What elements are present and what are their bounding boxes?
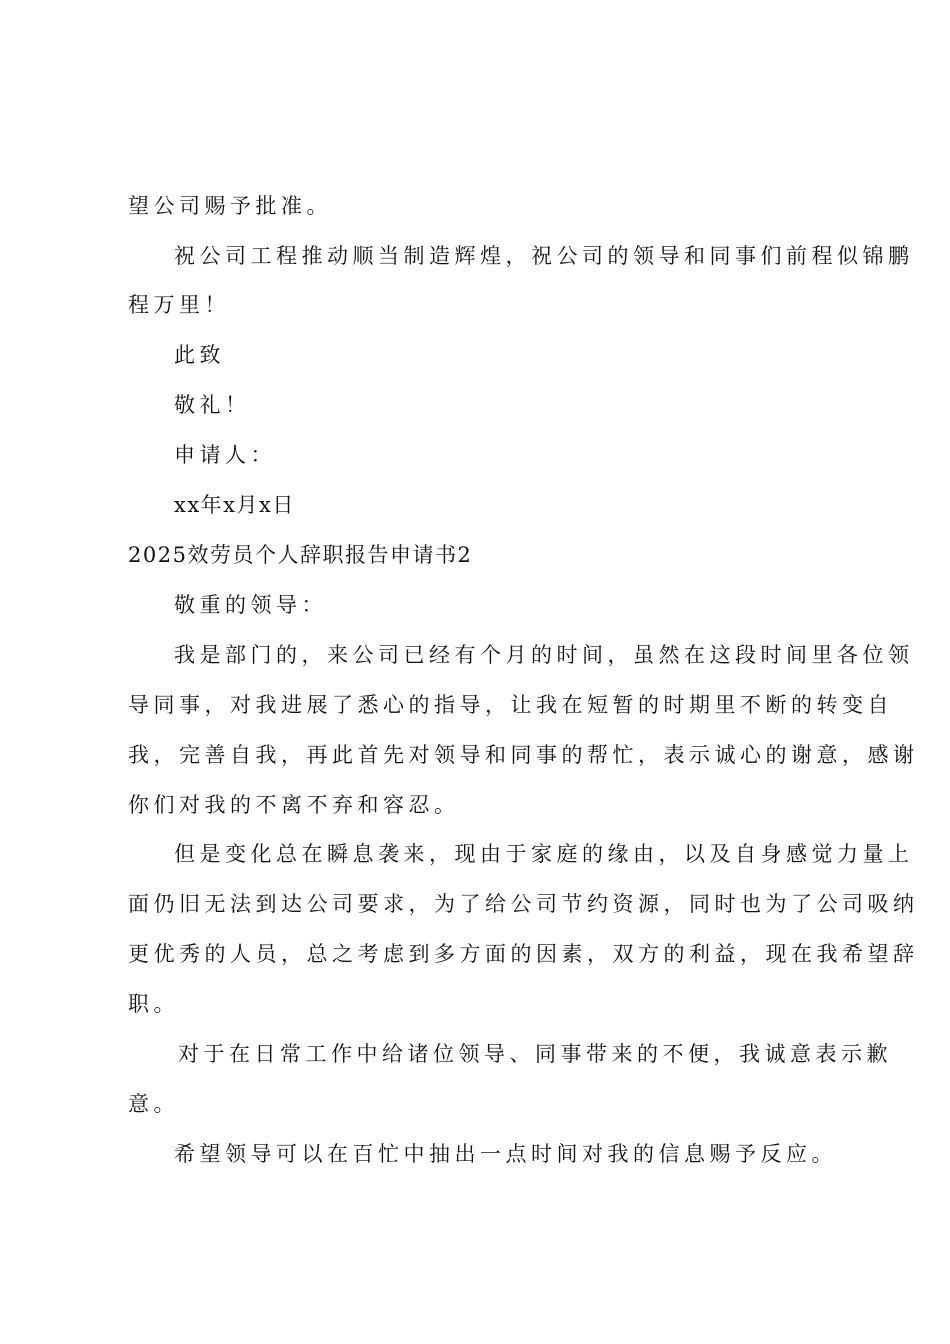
date-line: xx年x月x日 — [174, 493, 295, 517]
paragraph-line: 职。 — [128, 992, 179, 1016]
paragraph-line: 希望领导可以在百忙中抽出一点时间对我的信息赐予反应。 — [174, 1142, 837, 1166]
paragraph-line: 我是部门的，来公司已经有个月的时间，虽然在这段时间里各位领 — [174, 643, 914, 667]
section-title: 2025效劳员个人辞职报告申请书2 — [128, 543, 473, 567]
paragraph-line: 更优秀的人员，总之考虑到多方面的因素，双方的利益，现在我希望辞 — [128, 942, 919, 966]
paragraph-line: 意。 — [128, 1092, 179, 1116]
paragraph-line: 面仍旧无法到达公司要求，为了给公司节约资源，同时也为了公司吸纳 — [128, 892, 919, 916]
salutation: 敬重的领导： — [174, 593, 327, 617]
paragraph-line: 祝公司工程推动顺当制造辉煌，祝公司的领导和同事们前程似锦鹏 — [174, 244, 914, 268]
paragraph-line: 程万里！ — [128, 293, 230, 317]
paragraph-line: 对于在日常工作中给诸位领导、同事带来的不便，我诚意表示歉 — [178, 1042, 892, 1066]
paragraph-line: 我，完善自我，再此首先对领导和同事的帮忙，表示诚心的谢意，感谢 — [128, 743, 919, 767]
applicant-label: 申请人： — [174, 443, 276, 467]
paragraph-line: 导同事，对我进展了悉心的指导，让我在短暂的时期里不断的转变自 — [128, 693, 893, 717]
closing-line: 敬礼！ — [174, 393, 251, 417]
paragraph-line: 但是变化总在瞬息袭来，现由于家庭的缘由，以及自身感觉力量上 — [174, 842, 914, 866]
paragraph-line: 你们对我的不离不弃和容忍。 — [128, 793, 460, 817]
closing-line: 此致 — [174, 343, 225, 367]
paragraph-line: 望公司赐予批准。 — [128, 194, 332, 218]
